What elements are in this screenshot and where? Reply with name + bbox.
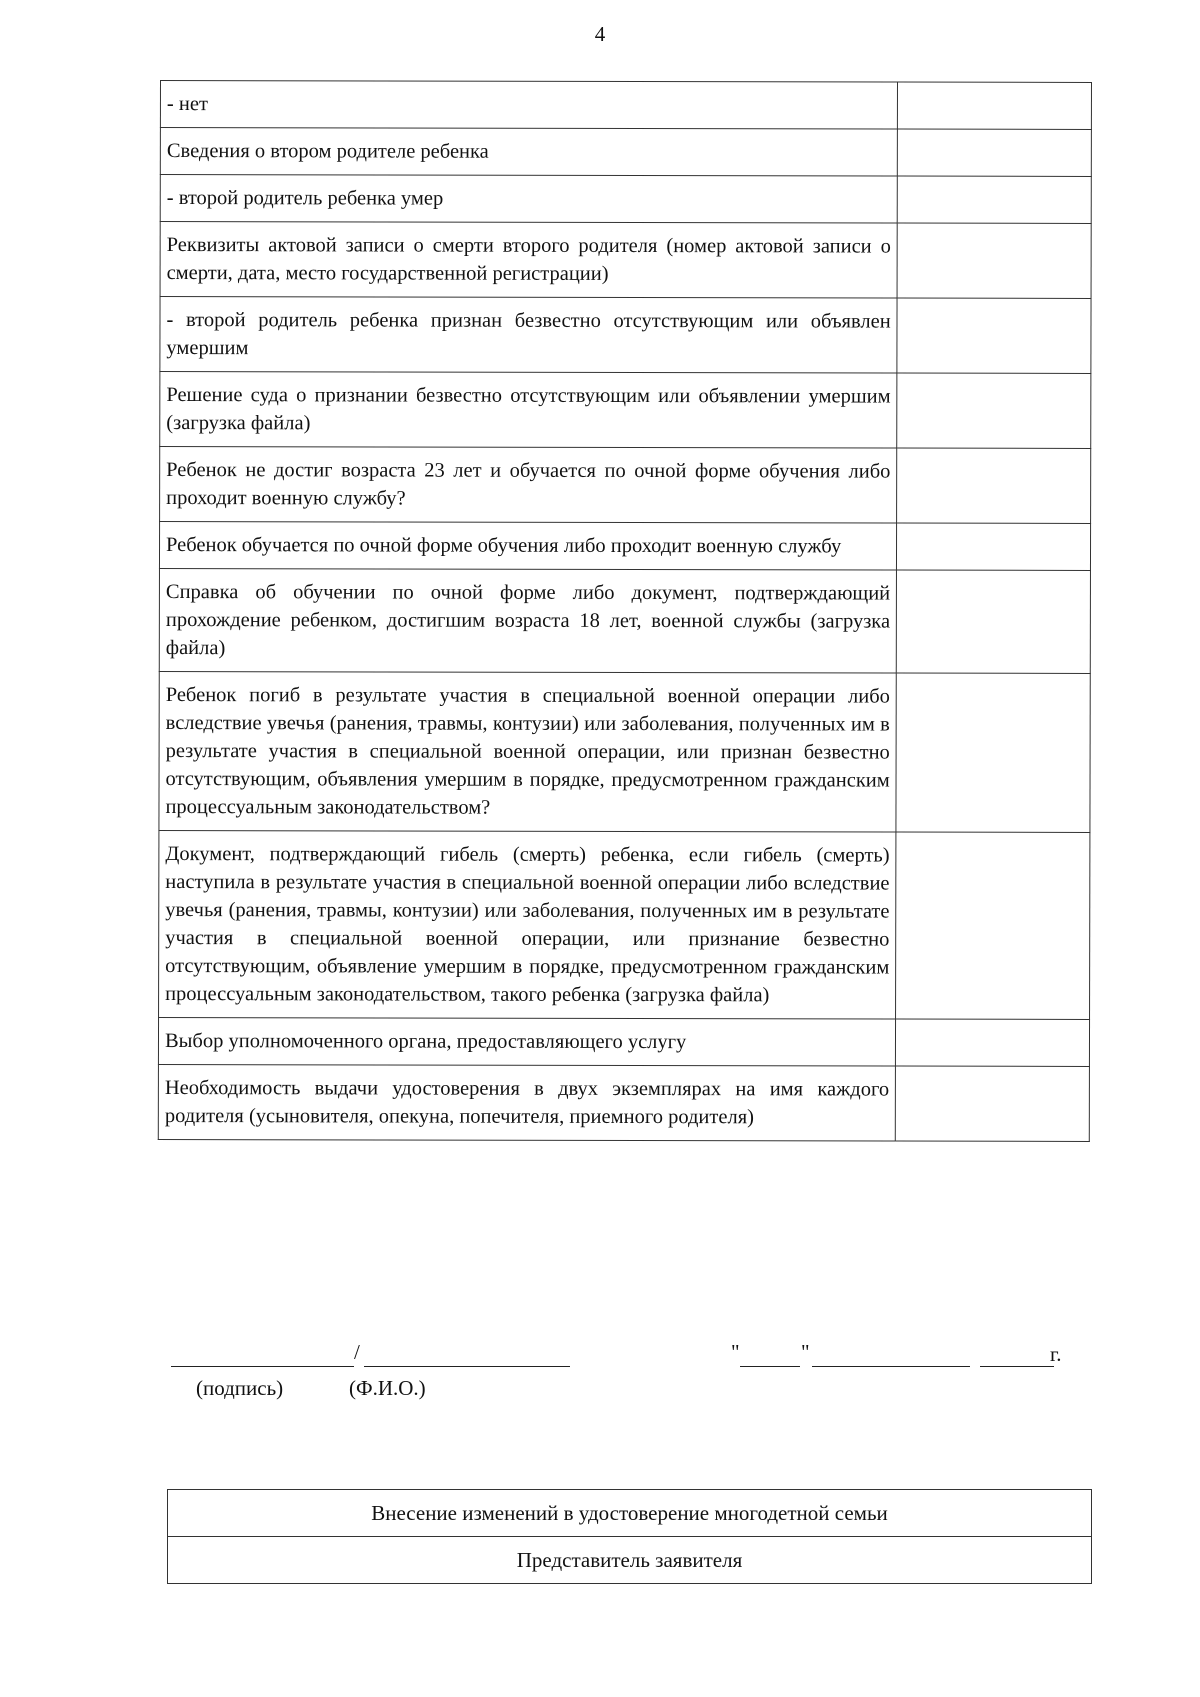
table-row <box>159 830 1090 1019</box>
year-suffix: г. <box>1050 1342 1062 1366</box>
answer-cell[interactable] <box>897 298 1091 373</box>
table-row <box>158 1017 1089 1066</box>
changes-title: Внесение изменений в удостоверение многодетной семьи <box>168 1490 1092 1537</box>
answer-cell[interactable] <box>897 223 1091 298</box>
question-cell: Выбор уполномоченного органа, предоставляющего услугу <box>158 1017 895 1066</box>
full-name-caption: (Ф.И.О.) <box>349 1376 426 1400</box>
answer-cell[interactable] <box>895 1066 1089 1141</box>
signature-line[interactable] <box>171 1366 354 1367</box>
question-cell: Решение суда о признании безвестно отсутствующим или объявлении умершим (загрузка файла) <box>160 372 897 449</box>
date-year-line[interactable] <box>980 1366 1054 1367</box>
table-row <box>158 1064 1089 1141</box>
answer-cell[interactable] <box>898 82 1092 129</box>
answer-cell[interactable] <box>896 673 1090 832</box>
table-row <box>160 175 1091 224</box>
questionnaire-body <box>158 81 1091 1142</box>
answer-cell[interactable] <box>898 129 1092 176</box>
date-close-quote: " <box>801 1340 810 1364</box>
question-cell: Ребенок обучается по очной форме обучения либо проходит военную службу <box>159 522 896 571</box>
question-cell: Сведения о втором родителе ребенка <box>160 128 897 177</box>
question-cell: - второй родитель ребенка признан безвестно отсутствующим или объявлен умершим <box>160 297 897 374</box>
changes-table <box>167 1489 1092 1584</box>
questionnaire-table <box>158 80 1092 1142</box>
question-cell: Необходимость выдачи удостоверения в двух экземплярах на имя каждого родителя (усыновителя, опекуна, попечителя, приемного родителя) <box>158 1064 895 1141</box>
table-row <box>160 128 1091 177</box>
signature-caption: (подпись) <box>196 1376 284 1400</box>
table-row <box>160 447 1091 524</box>
changes-title-row <box>168 1490 1092 1537</box>
answer-cell[interactable] <box>896 570 1090 673</box>
changes-subtitle-row <box>168 1537 1092 1584</box>
answer-cell[interactable] <box>897 523 1091 570</box>
page-number: 4 <box>594 22 606 46</box>
question-cell: Ребенок погиб в результате участия в специальной военной операции либо вследствие увечья (ранения, травмы, контузии) или заболевания, полученных им в результате участия в специальной военной операции, или признан безвестно отсутствующим, объявления умершим в порядке, предусмотренном гражданским процессуальным законодательством? <box>159 671 897 832</box>
answer-cell[interactable] <box>896 832 1090 1019</box>
table-row <box>160 297 1091 374</box>
date-open-quote: " <box>731 1340 740 1364</box>
question-cell: Документ, подтверждающий гибель (смерть) ребенка, если гибель (смерть) наступила в результате участия в специальной военной операции либо вследствие увечья (ранения, травмы, контузии) или заболевания, полученных им в результате участия в специальной военной операции, или признание безвестно отсутствующим, объявление умершим в порядке, предусмотренном гражданским процессуальным законодательством, такого ребенка (загрузка файла) <box>159 830 897 1019</box>
table-row <box>160 81 1091 130</box>
table-row <box>159 522 1090 571</box>
question-cell: - нет <box>160 81 897 130</box>
signature-slash: / <box>354 1340 360 1364</box>
changes-subtitle: Представитель заявителя <box>168 1537 1092 1584</box>
answer-cell[interactable] <box>897 373 1091 448</box>
question-cell: Реквизиты актовой записи о смерти второго родителя (номер актовой записи о смерти, дата, место государственной регистрации) <box>160 222 897 299</box>
answer-cell[interactable] <box>897 176 1091 223</box>
question-cell: Справка об обучении по очной форме либо документ, подтверждающий прохождение ребенком, достигшим возраста 18 лет, военной службы (загрузка файла) <box>159 569 896 674</box>
answer-cell[interactable] <box>896 1019 1090 1066</box>
full-name-line[interactable] <box>364 1366 570 1367</box>
table-row <box>160 372 1091 449</box>
table-row <box>159 569 1090 674</box>
question-cell: - второй родитель ребенка умер <box>160 175 897 224</box>
date-day-line[interactable] <box>740 1366 800 1367</box>
table-row <box>160 222 1091 299</box>
question-cell: Ребенок не достиг возраста 23 лет и обучается по очной форме обучения либо проходит военную службу? <box>160 447 897 524</box>
answer-cell[interactable] <box>897 448 1091 523</box>
table-row <box>159 671 1090 832</box>
date-month-line[interactable] <box>812 1366 970 1367</box>
